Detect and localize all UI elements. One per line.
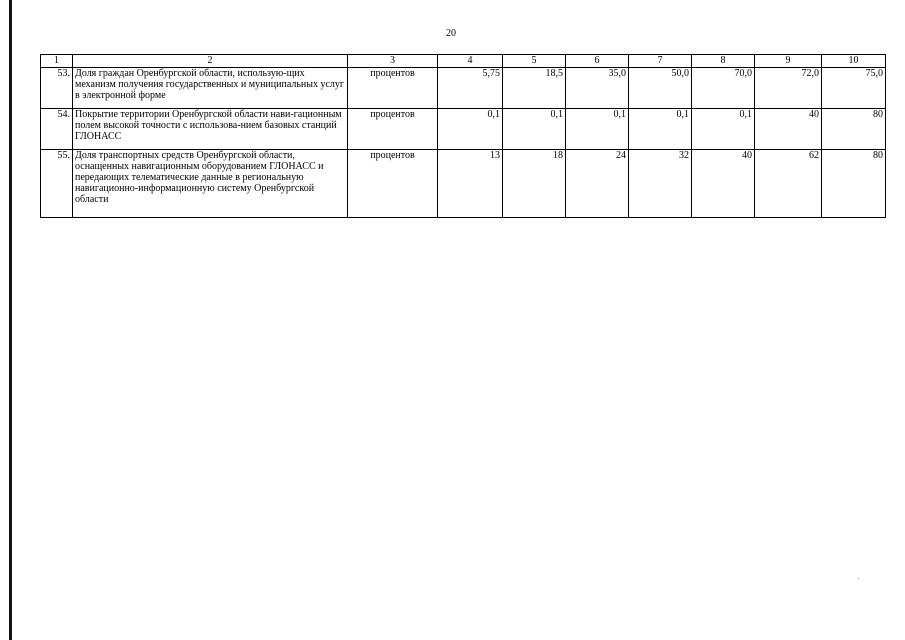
scan-speck bbox=[858, 578, 859, 579]
row-number: 54. bbox=[41, 109, 73, 150]
indicators-table bbox=[40, 54, 886, 218]
value-cell: 40 bbox=[692, 150, 755, 218]
table-row bbox=[41, 68, 886, 109]
header-cell: 7 bbox=[629, 55, 692, 68]
table-header-row bbox=[41, 55, 886, 68]
indicator-name: Доля транспортных средств Оренбургской области, оснащенных навигационным оборудованием ГЛОНАСС и передающих телематические данные в региональную навигационно-информационную систему Оренбургской области bbox=[73, 150, 348, 218]
header-cell: 1 bbox=[41, 55, 73, 68]
table-row bbox=[41, 109, 886, 150]
value-cell: 13 bbox=[438, 150, 503, 218]
value-cell: 70,0 bbox=[692, 68, 755, 109]
header-cell: 10 bbox=[822, 55, 886, 68]
header-cell: 8 bbox=[692, 55, 755, 68]
unit-cell: процентов bbox=[348, 109, 438, 150]
value-cell: 72,0 bbox=[755, 68, 822, 109]
scan-border-edge bbox=[9, 0, 12, 640]
value-cell: 32 bbox=[629, 150, 692, 218]
value-cell: 0,1 bbox=[629, 109, 692, 150]
value-cell: 18 bbox=[503, 150, 566, 218]
value-cell: 50,0 bbox=[629, 68, 692, 109]
row-number: 53. bbox=[41, 68, 73, 109]
value-cell: 5,75 bbox=[438, 68, 503, 109]
value-cell: 62 bbox=[755, 150, 822, 218]
header-cell: 3 bbox=[348, 55, 438, 68]
table-row bbox=[41, 150, 886, 218]
value-cell: 80 bbox=[822, 109, 886, 150]
unit-cell: процентов bbox=[348, 68, 438, 109]
header-cell: 6 bbox=[566, 55, 629, 68]
header-cell: 4 bbox=[438, 55, 503, 68]
value-cell: 75,0 bbox=[822, 68, 886, 109]
unit-cell: процентов bbox=[348, 150, 438, 218]
value-cell: 40 bbox=[755, 109, 822, 150]
header-cell: 9 bbox=[755, 55, 822, 68]
indicator-name: Доля граждан Оренбургской области, использую-щих механизм получения государственных и муниципальных услуг в электронной форме bbox=[73, 68, 348, 109]
value-cell: 18,5 bbox=[503, 68, 566, 109]
indicator-name: Покрытие территории Оренбургской области нави-гационным полем высокой точности с использова-нием базовых станций ГЛОНАСС bbox=[73, 109, 348, 150]
header-cell: 5 bbox=[503, 55, 566, 68]
value-cell: 35,0 bbox=[566, 68, 629, 109]
row-number: 55. bbox=[41, 150, 73, 218]
page-number: 20 bbox=[446, 28, 456, 39]
value-cell: 80 bbox=[822, 150, 886, 218]
value-cell: 0,1 bbox=[566, 109, 629, 150]
value-cell: 0,1 bbox=[692, 109, 755, 150]
value-cell: 0,1 bbox=[503, 109, 566, 150]
header-cell: 2 bbox=[73, 55, 348, 68]
value-cell: 24 bbox=[566, 150, 629, 218]
value-cell: 0,1 bbox=[438, 109, 503, 150]
